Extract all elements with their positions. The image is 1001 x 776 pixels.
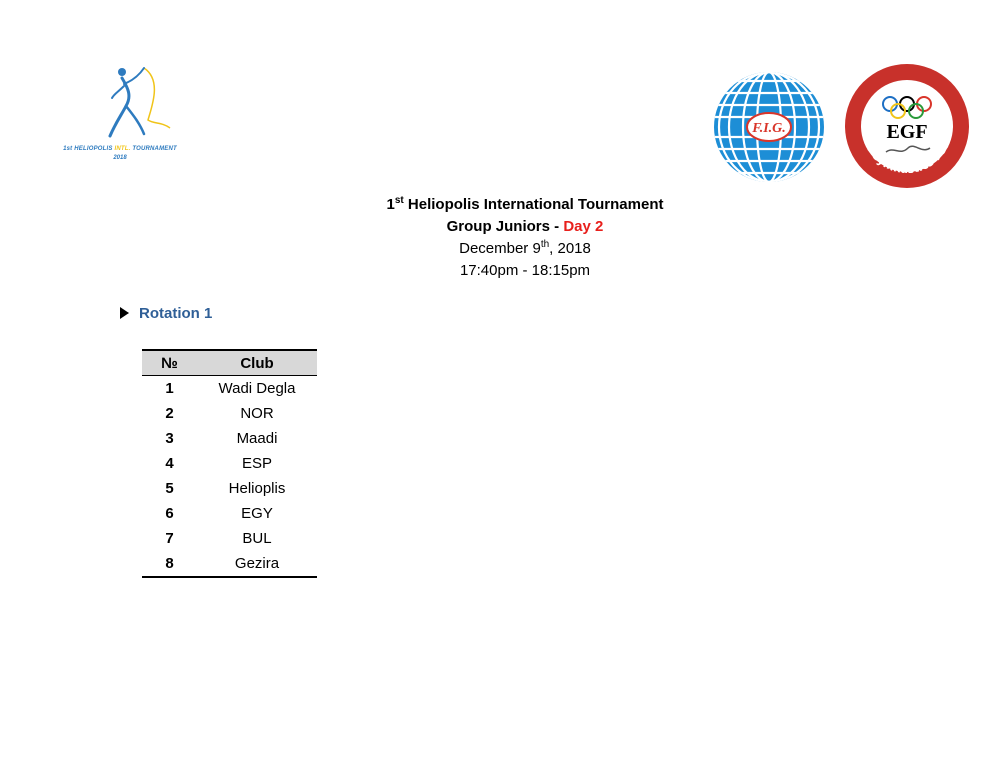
gymnast-figure-icon (82, 62, 172, 144)
row-num: 3 (165, 430, 174, 447)
egf-logo (842, 62, 972, 190)
row-num: 7 (165, 530, 174, 547)
event-time: 17:40pm - 18:15pm (459, 262, 591, 279)
rotation-label: Rotation 1 (139, 305, 213, 322)
row-num: 2 (165, 405, 174, 422)
table-row (142, 401, 317, 426)
bullet-arrow-icon (120, 307, 129, 319)
event-date: December 9th, 2018 (459, 239, 591, 257)
col-num-header: № (142, 350, 197, 376)
egf-center-text: EGF (886, 121, 928, 143)
row-num: 1 (165, 380, 174, 397)
tournament-logo (52, 62, 192, 170)
egf-ring-text: tian Gymnastics Feder (858, 127, 956, 177)
row-club: Helioplis (228, 480, 286, 497)
table-row (142, 501, 317, 526)
logo-year: 2018 (113, 155, 127, 161)
row-club: ESP (241, 455, 272, 472)
event-subtitle: Group Juniors - Day 2 (446, 218, 604, 235)
table-row (142, 376, 317, 402)
rotation-heading (120, 305, 212, 322)
table-row (142, 551, 317, 577)
logo-caption: 1st HELIOPOLIS INTL. TOURNAMENT (63, 146, 177, 152)
row-club: EGY (241, 505, 273, 522)
egf-seal-icon (842, 62, 972, 190)
row-num: 6 (165, 505, 174, 522)
row-num: 8 (142, 551, 197, 577)
table-header-row (142, 350, 317, 376)
row-club: BUL (242, 530, 272, 547)
row-club: Gezira (197, 551, 317, 577)
row-club: Maadi (236, 430, 278, 447)
row-num: 4 (165, 455, 174, 472)
fig-logo-text: F.I.G. (752, 121, 786, 136)
event-header (300, 194, 750, 282)
row-club: Wadi Degla (218, 380, 296, 397)
table-row (142, 451, 317, 476)
fig-logo (712, 70, 826, 184)
globe-icon (712, 70, 826, 184)
club-table (142, 349, 317, 578)
row-club: NOR (240, 405, 274, 422)
row-num: 5 (165, 480, 174, 497)
col-club-header: Club (197, 350, 317, 376)
table-row (142, 526, 317, 551)
table-row (142, 476, 317, 501)
event-title: 1st Heliopolis International Tournament (386, 195, 664, 213)
table-row (142, 426, 317, 451)
day-label: Day 2 (563, 218, 604, 235)
